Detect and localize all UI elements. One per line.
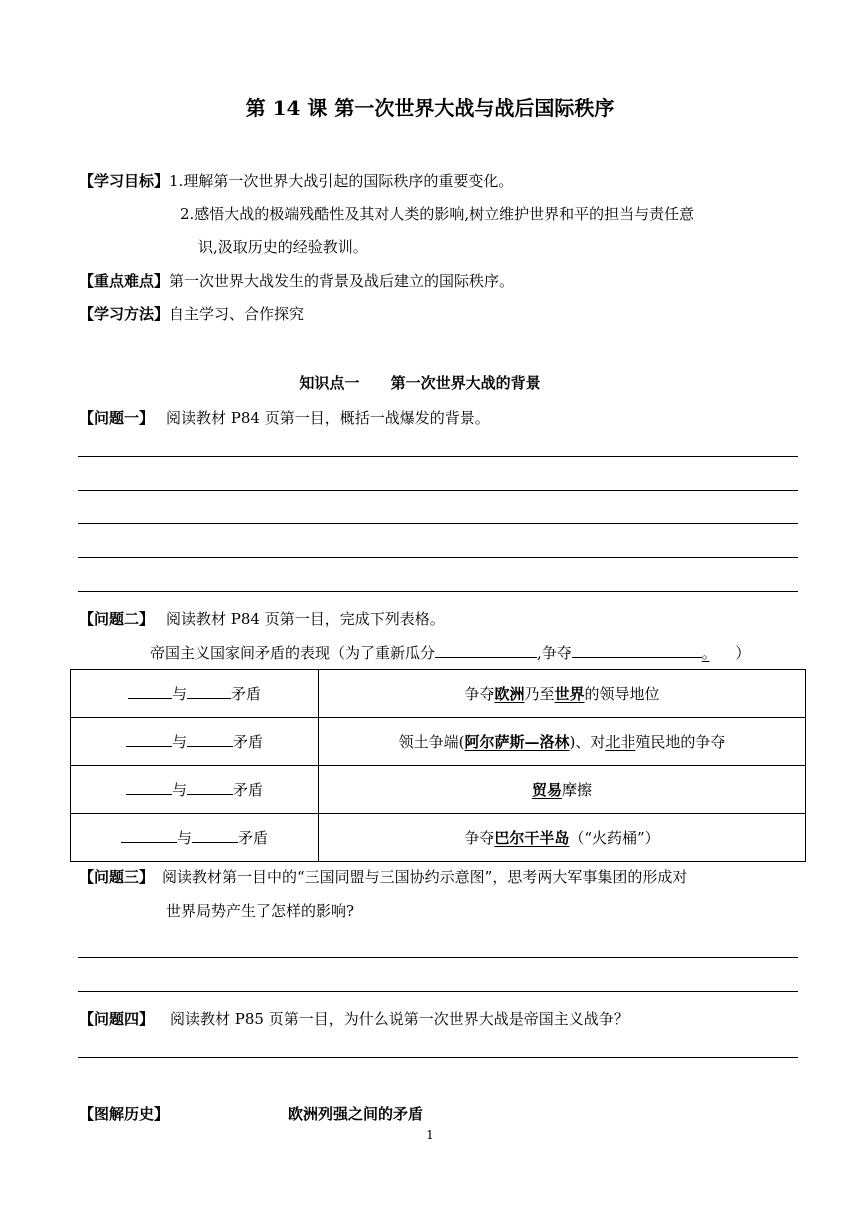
answer-line[interactable] bbox=[78, 523, 798, 524]
detail-keyword: 巴尔干半岛 bbox=[494, 829, 570, 847]
contradiction-detail-cell bbox=[319, 718, 806, 766]
prompt-part-3: 。 bbox=[701, 644, 710, 662]
detail-text: 乃至 bbox=[524, 685, 555, 703]
detail-keyword: 阿尔萨斯—洛林 bbox=[464, 733, 570, 751]
section-heading: 知识点一 第一次世界大战的背景 bbox=[299, 374, 541, 392]
detail-text: 争夺 bbox=[464, 829, 495, 847]
prompt-part-2: ,争夺 bbox=[537, 644, 572, 662]
blank-field[interactable] bbox=[128, 684, 172, 699]
detail-keyword: 贸易 bbox=[531, 781, 562, 799]
detail-keyword: 欧洲 bbox=[494, 685, 525, 703]
page-title: 第 14 课 第一次世界大战与战后国际秩序 bbox=[245, 96, 615, 120]
method-text: 自主学习、合作探究 bbox=[169, 305, 305, 323]
contradiction-detail-cell bbox=[319, 814, 806, 862]
question-1-text: 阅读教材 P84 页第一目，概括一战爆发的背景。 bbox=[166, 409, 490, 427]
yu-text: 与 bbox=[171, 733, 187, 751]
contradiction-parties-cell bbox=[71, 670, 319, 718]
key-points-text: 第一次世界大战发生的背景及战后建立的国际秩序。 bbox=[169, 272, 515, 290]
detail-keyword: 北非 bbox=[605, 733, 636, 751]
question-2-label: 【问题二】 bbox=[79, 610, 155, 628]
blank-field[interactable] bbox=[187, 732, 233, 747]
contradictions-table bbox=[70, 669, 806, 862]
diagram-label: 【图解历史】 bbox=[79, 1105, 170, 1123]
prompt-part-4: ） bbox=[735, 644, 751, 662]
answer-line[interactable] bbox=[78, 557, 798, 558]
prompt-part-1: 帝国主义国家间矛盾的表现（为了重新瓜分 bbox=[150, 644, 436, 662]
maodun-text: 矛盾 bbox=[231, 685, 262, 703]
contradiction-detail-cell bbox=[319, 766, 806, 814]
blank-field[interactable] bbox=[126, 780, 172, 795]
table-row bbox=[71, 814, 806, 862]
method-label: 【学习方法】 bbox=[79, 305, 170, 323]
contradiction-parties-cell bbox=[71, 814, 319, 862]
detail-text: 殖民地的争夺 bbox=[635, 733, 726, 751]
detail-text: 摩擦 bbox=[562, 781, 593, 799]
detail-text: 争夺 bbox=[464, 685, 495, 703]
page-number: 1 bbox=[426, 1128, 434, 1142]
blank-field[interactable] bbox=[192, 828, 238, 843]
detail-text: )、对 bbox=[569, 733, 606, 751]
question-2-prompt bbox=[150, 642, 750, 663]
question-3 bbox=[79, 866, 687, 887]
blank-field[interactable] bbox=[121, 828, 177, 843]
detail-text: 领土争端( bbox=[398, 733, 465, 751]
key-points-section bbox=[79, 270, 514, 291]
question-2 bbox=[79, 608, 445, 629]
answer-line[interactable] bbox=[78, 991, 798, 992]
objective-2-line-2: 识,汲取历史的经验教训。 bbox=[198, 238, 368, 256]
objectives-section bbox=[79, 170, 513, 191]
answer-line[interactable] bbox=[78, 456, 798, 457]
answer-line[interactable] bbox=[78, 957, 798, 958]
yu-text: 与 bbox=[171, 685, 187, 703]
answer-line[interactable] bbox=[78, 490, 798, 491]
answer-line[interactable] bbox=[78, 1057, 798, 1058]
objectives-label: 【学习目标】 bbox=[79, 172, 170, 190]
method-section bbox=[79, 303, 304, 324]
detail-keyword: 世界 bbox=[554, 685, 585, 703]
detail-text: 的领导地位 bbox=[584, 685, 660, 703]
detail-text: （“火药桶”） bbox=[569, 829, 660, 847]
yu-text: 与 bbox=[176, 829, 192, 847]
maodun-text: 矛盾 bbox=[233, 733, 264, 751]
question-3-line-2: 世界局势产生了怎样的影响? bbox=[166, 902, 355, 920]
objective-2-line-1: 2.感悟大战的极端残酷性及其对人类的影响,树立维护世界和平的担当与责任意 bbox=[180, 205, 695, 223]
objective-1: 1.理解第一次世界大战引起的国际秩序的重要变化。 bbox=[169, 172, 514, 190]
key-points-label: 【重点难点】 bbox=[79, 272, 170, 290]
blank-field[interactable] bbox=[187, 684, 231, 699]
diagram-title: 欧洲列强之间的矛盾 bbox=[288, 1105, 424, 1123]
answer-line[interactable] bbox=[78, 591, 798, 592]
blank-field[interactable] bbox=[572, 643, 702, 658]
maodun-text: 矛盾 bbox=[233, 781, 264, 799]
question-3-line-1: 阅读教材第一目中的“三国同盟与三国协约示意图”，思考两大军事集团的形成对 bbox=[162, 868, 688, 886]
table-row bbox=[71, 766, 806, 814]
question-1-label: 【问题一】 bbox=[79, 409, 155, 427]
maodun-text: 矛盾 bbox=[238, 829, 269, 847]
question-1 bbox=[79, 407, 490, 428]
question-3-label: 【问题三】 bbox=[79, 868, 155, 886]
question-4-text: 阅读教材 P85 页第一目，为什么说第一次世界大战是帝国主义战争？ bbox=[170, 1010, 629, 1028]
question-4 bbox=[79, 1008, 629, 1029]
contradiction-detail-cell bbox=[319, 670, 806, 718]
contradiction-parties-cell bbox=[71, 718, 319, 766]
blank-field[interactable] bbox=[435, 643, 537, 658]
table-row bbox=[71, 670, 806, 718]
contradiction-parties-cell bbox=[71, 766, 319, 814]
table-row bbox=[71, 718, 806, 766]
question-2-text: 阅读教材 P84 页第一目，完成下列表格。 bbox=[166, 610, 445, 628]
blank-field[interactable] bbox=[126, 732, 172, 747]
blank-field[interactable] bbox=[187, 780, 233, 795]
question-4-label: 【问题四】 bbox=[79, 1010, 155, 1028]
yu-text: 与 bbox=[171, 781, 187, 799]
